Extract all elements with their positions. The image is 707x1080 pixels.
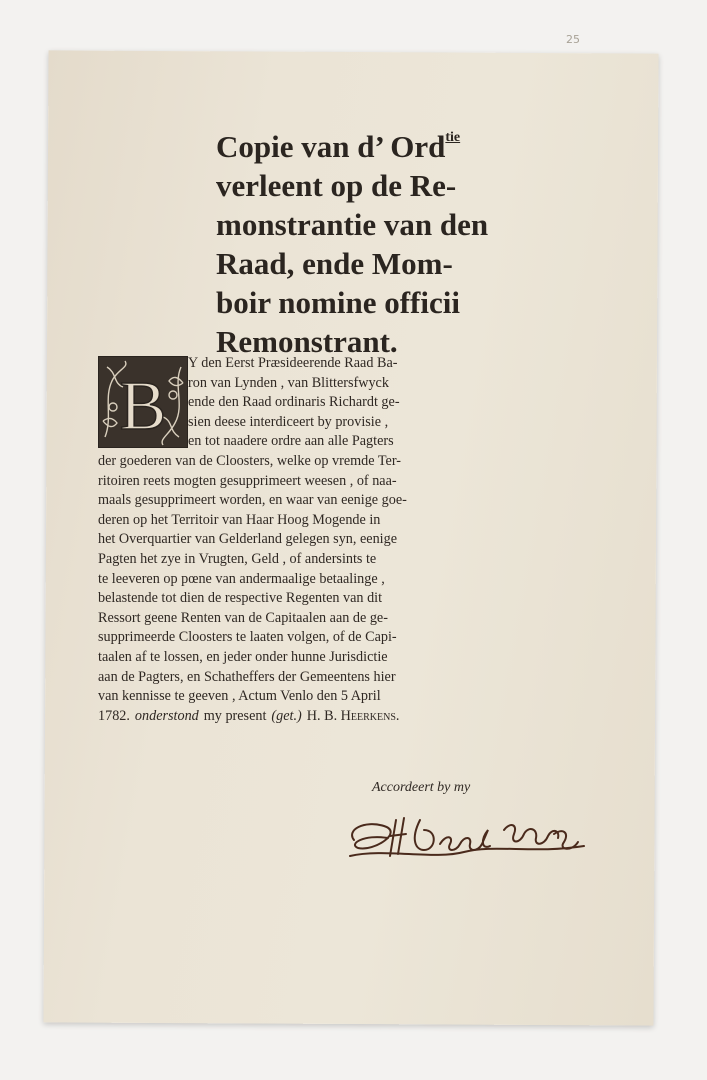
body-line: het Overquartier van Gelderland gelegen syn, eenige — [98, 531, 397, 548]
body-line: van kennisse te geeven , Actum Venlo den 5 April — [98, 688, 381, 705]
body-line: ritoiren reets mogten gesupprimeert weesen , of naa- — [98, 472, 397, 489]
ordinance-body — [98, 354, 530, 726]
body-line: der goederen van de Cloosters, welke op vremde Ter- — [98, 452, 401, 469]
handwritten-signature — [344, 800, 596, 872]
body-line: en tot naadere ordre aan alle Pagters — [188, 433, 394, 450]
onderstond-label: onderstond — [134, 707, 199, 724]
pencil-annotation: 25 — [566, 33, 580, 46]
body-line: supprimeerde Cloosters te laaten volgen, of de Capi- — [98, 629, 397, 646]
body-line: Y den Eerst Præsideerende Raad Ba- — [188, 355, 398, 371]
heading-line-2: verleent op de Re- — [216, 168, 457, 203]
date-year: 1782. — [98, 707, 130, 724]
body-line: taalen af te lossen, en jeder onder hunne Jurisdictie — [98, 648, 388, 665]
heading-line-5: boir nomine officii — [216, 285, 460, 320]
body-line: maals gesupprimeert worden, en waar van eenige goe- — [98, 492, 407, 509]
document-heading — [216, 118, 576, 361]
body-line: te leeveren op pœne van andermaalige betaalinge , — [98, 570, 385, 587]
heading-line-1: Copie van d’ Ord$^{tie}$ — [216, 129, 461, 164]
body-line: ende den Raad ordinaris Richardt ge- — [188, 394, 400, 411]
body-line: Pagten het zye in Vrugten, Geld , of andersints te — [98, 550, 377, 567]
body-line: deren op het Territoir van Haar Hoog Mogende in — [98, 511, 381, 528]
signature-icon — [344, 800, 596, 872]
body-closing-line — [98, 707, 530, 727]
body-line: Ressort geene Renten van de Capitaalen aan de ge- — [98, 609, 388, 626]
heading-superscript: tie — [445, 130, 461, 145]
body-line: ron van Lynden , van Blittersfwyck — [188, 374, 389, 391]
heading-line-4: Raad, ende Mom- — [216, 246, 453, 281]
get-label: (get.) — [271, 707, 302, 724]
body-line: aan de Pagters, en Schatheffers der Gemeentens hier — [98, 668, 396, 685]
heading-line-6: Remonstrant. — [216, 324, 398, 359]
heading-line-3: monstrantie van den — [216, 207, 489, 242]
body-line: belastende tot dien de respective Regenten van dit — [98, 590, 383, 607]
present-text: my present — [203, 707, 267, 724]
attestation-line: Accordeert by my — [372, 780, 471, 795]
body-line: sien deese interdiceert by provisie , — [188, 413, 389, 430]
signatory-name: H. B. Heerkens. — [306, 707, 400, 724]
svg-text:B: B — [119, 368, 167, 445]
